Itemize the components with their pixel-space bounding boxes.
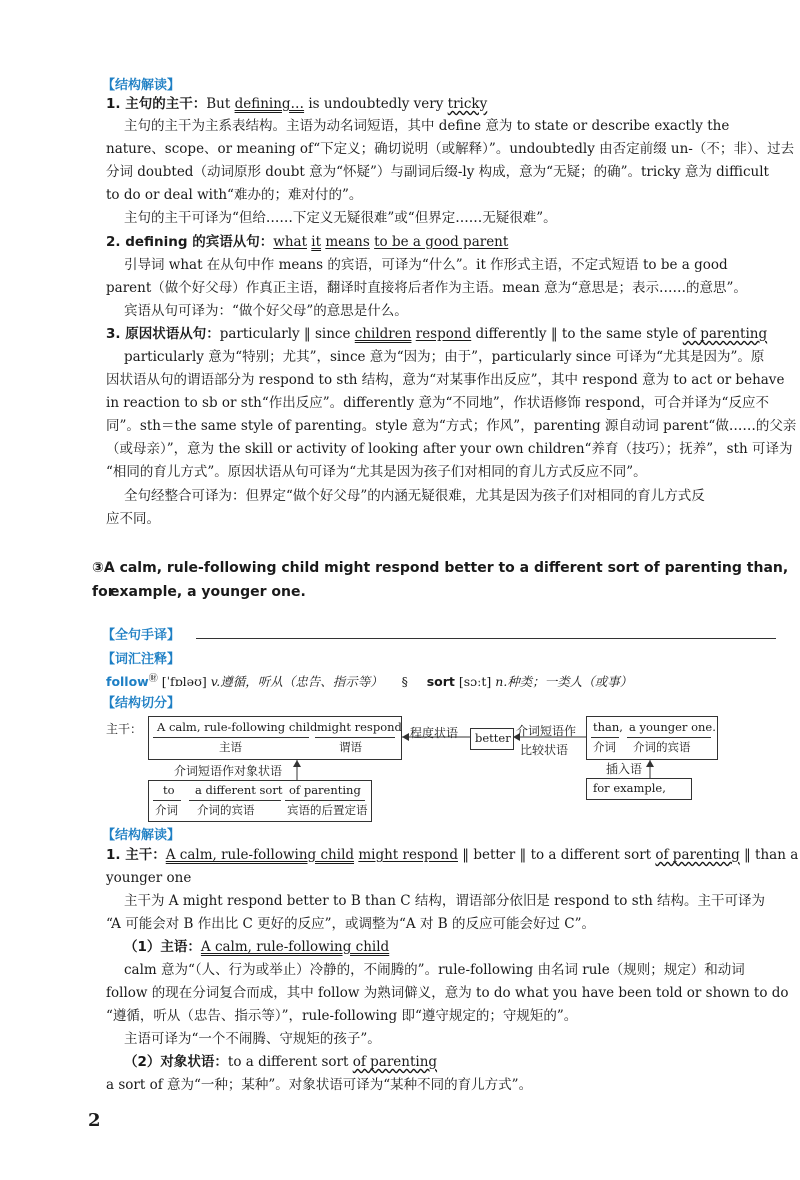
better-text: better — [475, 731, 511, 745]
paragraph-line: 主句的主干可译为“但给……下定义无疑很难”或“但界定……无疑很难”。 — [124, 210, 557, 226]
object-adverbial-box — [148, 780, 372, 822]
section-tag-structure-reading: 【结构解读】 — [102, 78, 181, 93]
paragraph-line: 同”。sth＝the same style of parenting。style 意为“方式；作风”，parenting 源自动词 parent“做……的父亲 — [106, 418, 797, 434]
paragraph-line: 主句的主干为主系表结构。主语为动名词短语，其中 define 意为 to state or describe exactly the — [124, 118, 730, 134]
text-segment: is undoubtedly very — [304, 96, 448, 112]
subject-text: A calm, rule-following child — [157, 720, 318, 734]
text-segment: But — [206, 96, 235, 112]
paragraph-line: particularly 意为“特别；尤其”，since 意为“因为；由于”，particularly since 可译为“尤其是因为”。原 — [124, 349, 765, 365]
preposition-label: 介词 — [593, 740, 616, 754]
text-segment: differently ‖ to the same style — [471, 326, 683, 342]
different-sort-text: a different sort — [195, 783, 283, 797]
heading-label: 3. 原因状语从句： — [106, 326, 220, 342]
preposition-label: 介词 — [155, 803, 178, 817]
page-number: 2 — [88, 1110, 101, 1131]
prep-object-label: 介词的宾语 — [197, 803, 255, 817]
heading-object-adverbial — [124, 1053, 437, 1071]
text-segment: ‖ than a — [739, 847, 799, 863]
than-box — [586, 716, 718, 760]
section-tag-structure-reading-2: 【结构解读】 — [102, 828, 181, 843]
better-box — [470, 728, 514, 750]
of-parenting-text: of parenting — [289, 783, 361, 797]
arrow-head — [646, 760, 654, 767]
text-segment: means — [325, 234, 370, 250]
degree-adverbial-label: 程度状语 — [410, 726, 459, 740]
underline — [315, 737, 395, 738]
text-segment: of parenting — [682, 326, 768, 342]
paragraph-line: parent（做个好父母）作真正主语，翻译时直接将后者作为主语。mean 意为“意思是；表示……的意思”。 — [106, 280, 747, 296]
heading-label: 2. defining 的宾语从句： — [106, 234, 274, 250]
paragraph-line: 因状语从句的谓语部分为 respond to sth 结构，意为“对某事作出反应”，其中 respond 意为 to act or behave — [106, 372, 785, 388]
prep-object-label: 介词的宾语 — [633, 740, 691, 754]
text-segment: of parenting — [352, 1054, 438, 1070]
vocab-definition: n.种类；一类人（或事） — [495, 674, 633, 690]
to-text: to — [163, 783, 175, 797]
text-segment: ‖ better ‖ to a different sort — [457, 847, 656, 863]
text-segment: to be a good parent — [374, 234, 509, 250]
text-segment: of parenting — [655, 847, 740, 863]
vocab-pronunciation: [sɔːt] — [458, 674, 492, 690]
paragraph-line: “遵循，听从（忠告、指示等）”，rule-following 即“遵守规定的；守规矩的”。 — [106, 1008, 578, 1024]
for-example-text: for example, — [593, 781, 666, 795]
section-tag-full-translation: 【全句手译】 — [102, 628, 181, 643]
paragraph-line: （或母亲）”，意为 the skill or activity of looking after your own children“养育（技巧）；抚养”，sth 可译为 — [106, 441, 793, 457]
paragraph-line: nature、scope、or meaning of“下定义；确切说明（或解释）”。undoubtedly 由否定前缀 un-（不；非）、过去 — [106, 141, 795, 157]
paragraph-line: calm 意为“（人、行为或举止）冷静的，不闹腾的”。rule-following 由名词 rule（规则；规定）和动词 — [124, 962, 745, 978]
heading-trunk-2 — [106, 846, 798, 864]
underline — [591, 737, 619, 738]
paragraph-line: a sort of 意为“一种；某种”。对象状语可译为“某种不同的育儿方式”。 — [106, 1077, 533, 1093]
subject-label: 主语 — [219, 740, 242, 754]
heading-label: 1. 主句的主干： — [106, 96, 207, 112]
prep-phrase-label-2: 比较状语 — [520, 743, 569, 757]
arrow-head — [402, 733, 409, 741]
sentence-3-line-1: ③A calm, rule-following child might respond better to a different sort of parenting than, for — [92, 560, 789, 600]
vocab-word-sort: sort — [426, 674, 455, 690]
rare-meaning-mark: ㊖ — [148, 674, 158, 684]
paragraph-line: 分词 doubted（动词原形 doubt 意为“怀疑”）与副词后缀-ly 构成，意为“无疑；的确”。tricky 意为 difficult — [106, 164, 769, 180]
text-segment: might respond — [358, 847, 458, 863]
section-tag-vocabulary: 【词汇注释】 — [102, 652, 181, 667]
text-segment: A calm, rule-following child — [200, 939, 390, 955]
subject-underlined: defining… — [234, 96, 305, 112]
paragraph-line: younger one — [106, 870, 192, 886]
vocab-pronunciation: [ˈfɒləʊ] — [161, 674, 207, 690]
insertion-label: 插入语 — [606, 762, 643, 776]
underline — [627, 737, 711, 738]
sentence-3-line-2: example, a younger one. — [110, 584, 306, 600]
for-example-box — [586, 778, 692, 800]
text-segment: to a different sort — [227, 1054, 353, 1070]
diagram-trunk-label: 主干： — [106, 722, 143, 736]
paragraph-line: in reaction to sb or sth“作出反应”。differently 意为“不同地”，作状语修饰 respond，可合并译为“反应不 — [106, 395, 769, 411]
paragraph-line: follow 的现在分词复合而成，其中 follow 为熟词僻义，意为 to do what you have been told or shown to do — [106, 985, 789, 1001]
paragraph-line: “A 可能会对 B 作出比 C 更好的反应”，或调整为“A 对 B 的反应可能会好过 C”。 — [106, 916, 595, 932]
predicate-label: 谓语 — [339, 740, 362, 754]
paragraph-line: 引导词 what 在从句中作 means 的宾语，可译为“什么”。it 作形式主语，不定式短语 to be a good — [124, 257, 728, 273]
than-text: than, — [593, 720, 623, 734]
younger-text: a younger one. — [629, 720, 716, 734]
paragraph-line: 全句经整合可译为：但界定“做个好父母”的内涵无疑很难，尤其是因为孩子们对相同的育儿方式反 — [124, 488, 705, 504]
text-segment: it — [311, 234, 322, 250]
object-adverbial-label: 介词短语作对象状语 — [174, 764, 283, 778]
heading-subject — [124, 938, 389, 956]
post-attribute-label: 宾语的后置定语 — [287, 803, 368, 817]
text-segment: what — [273, 234, 307, 250]
text-segment: respond — [415, 326, 472, 342]
arrow-head — [293, 760, 301, 767]
text-segment: A calm, rule-following child — [165, 847, 355, 863]
heading-label: （1）主语： — [124, 939, 201, 955]
prep-phrase-label-1: 介词短语作 — [516, 724, 577, 738]
predicate-text: might respond — [317, 720, 402, 734]
vocab-definition: v.遵循，听从（忠告、指示等） — [210, 674, 383, 690]
paragraph-line: “相同的育儿方式”。原因状语从句可译为“尤其是因为孩子们对相同的育儿方式反应不同”。 — [106, 464, 647, 480]
text-segment: particularly ‖ since — [219, 326, 355, 342]
vocab-separator: § — [401, 674, 408, 690]
text-segment: children — [354, 326, 412, 342]
paragraph-line: 宾语从句可译为：“做个好父母”的意思是什么。 — [124, 303, 408, 319]
paragraph-line: 应不同。 — [106, 511, 160, 527]
underline — [189, 800, 281, 801]
section-tag-structure-split: 【结构切分】 — [102, 696, 181, 711]
heading-label: （2）对象状语： — [124, 1054, 228, 1070]
vocab-word-follow: follow — [106, 674, 149, 690]
paragraph-line: to do or deal with“难办的；难对付的”。 — [106, 187, 363, 203]
trunk-box — [148, 716, 402, 760]
underline — [153, 800, 181, 801]
paragraph-line: 主语可译为“一个不闹腾、守规矩的孩子”。 — [124, 1031, 381, 1047]
underline — [153, 737, 309, 738]
heading-label: 1. 主干： — [106, 847, 166, 863]
predicative-underlined: tricky — [447, 96, 488, 112]
paragraph-line: 主干为 A might respond better to B than C 结构，谓语部分依旧是 respond to sth 结构。主干可译为 — [124, 893, 766, 909]
underline — [285, 800, 365, 801]
